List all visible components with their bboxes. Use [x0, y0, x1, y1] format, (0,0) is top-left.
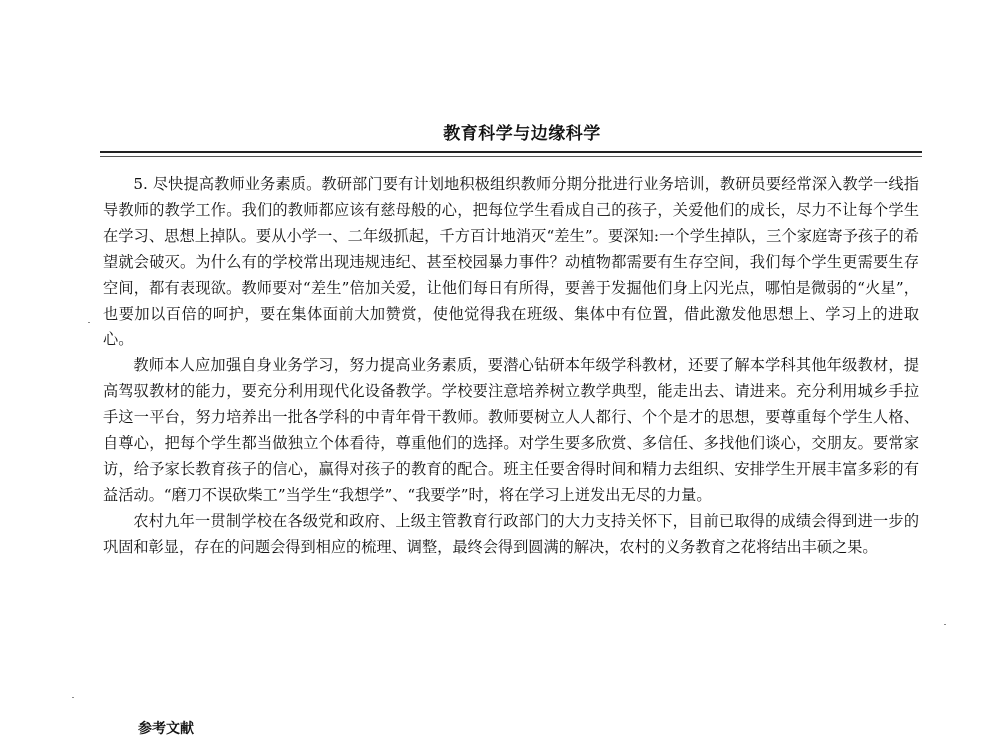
paragraph-self-study: 教师本人应加强自身业务学习，努力提高业务素质，要潜心钻研本年级学科教材，还要了解本学科其他年级教材，提高驾驭教材的能力，要充分利用现代化设备教学。学校要注意培养树立教学典型，能走出去、请进来。充分利用城乡手拉手这一平台，努力培养出一批各学科的中青年骨干教师。教师要树立人人都行、个个是才的思想，要尊重每个学生人格、自尊心，把每个学生都当做独立个体看待，尊重他们的选择。对学生要多欣赏、多信任、多找他们谈心，交朋友。要常家访，给予家长教育孩子的信心，赢得对孩子的教育的配合。班主任要舍得时间和精力去组织、安排学生开展丰富多彩的有益活动。“磨刀不误砍柴工”当学生“我想学”、“我要学”时，将在学习上迸发出无尽的力量。 — [103, 356, 919, 504]
paragraph-conclusion: 农村九年一贯制学校在各级党和政府、上级主管教育行政部门的大力支持关怀下，目前已取得的成绩会得到进一步的巩固和彰显，存在的问题会得到相应的梳理、调整，最终会得到圆满的解决，农村的义务教育之花将结出丰硕之果。 — [103, 511, 919, 556]
header-rule-thick — [100, 151, 922, 153]
references-heading: 参考文献 — [138, 721, 194, 737]
scan-speck — [88, 322, 90, 323]
header-rule-thin — [100, 156, 922, 157]
scan-speck — [944, 624, 946, 625]
scan-speck — [72, 697, 74, 698]
article-body — [103, 172, 919, 561]
paragraph-teacher-quality: 5. 尽快提高教师业务素质。教研部门要有计划地积极组织教师分期分批进行业务培训，教研员要经常深入教学一线指导教师的教学工作。我们的教师都应该有慈母般的心，把每位学生看成自己的孩子，关爱他们的成长，尽力不让每个学生在学习、思想上掉队。要从小学一、二年级抓起，千方百计地消灭“差生”。要深知:一个学生掉队，三个家庭寄予孩子的希望就会破灭。为什么有的学校常出现违规违纪、甚至校园暴力事件？动植物都需要有生存空间，我们每个学生更需要生存空间，都有表现欲。教师要对“差生”倍加关爱，让他们每日有所得，要善于发掘他们身上闪光点，哪怕是微弱的“火星”，也要加以百倍的呵护，要在集体面前大加赞赏，使他觉得我在班级、集体中有位置，借此激发他思想上、学习上的进取心。 — [103, 175, 919, 349]
page-header-title: 教育科学与边缘科学 — [443, 124, 601, 144]
